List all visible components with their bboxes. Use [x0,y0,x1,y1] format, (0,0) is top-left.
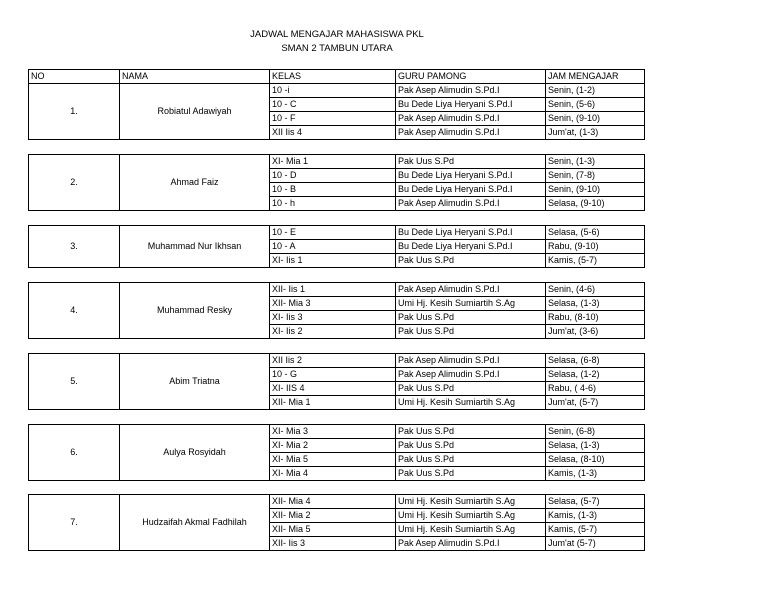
class-cell: 10 - D [270,169,396,183]
table-row [29,283,645,297]
class-cell: XI- Mia 5 [270,453,396,467]
student-name: Ahmad Faiz [120,155,270,211]
student-number: 1. [29,84,120,140]
teacher-cell: Pak Asep Alimudin S.Pd.I [396,283,546,297]
teacher-cell: Bu Dede Liya Heryani S.Pd.I [396,226,546,240]
table-row [29,84,645,98]
teacher-cell: Pak Uus S.Pd [396,425,546,439]
schedule-cell: Selasa, (5-6) [546,226,645,240]
schedule-cell: Kamis, (1-3) [546,509,645,523]
school-name: SMAN 2 TAMBUN UTARA [281,43,393,54]
schedule-cell: Selasa, (1-3) [546,297,645,311]
schedule-table-6 [28,424,645,481]
student-number: 6. [29,425,120,481]
header-guru: GURU PAMONG [396,70,546,84]
student-name: Abim Triatna [120,354,270,410]
schedule-cell: Senin, (4-6) [546,283,645,297]
table-row [29,226,645,240]
class-cell: 10 - E [270,226,396,240]
schedule-cell: Senin, (9-10) [546,183,645,197]
header-nama: NAMA [120,70,270,84]
schedule-cell: Jum'at, (1-3) [546,126,645,140]
class-cell: XI- Iis 2 [270,325,396,339]
schedule-cell: Rabu, ( 4-6) [546,382,645,396]
schedule-cell: Selasa, (9-10) [546,197,645,211]
class-cell: 10 -i [270,84,396,98]
schedule-cell: Kamis, (1-3) [546,467,645,481]
class-cell: 10 - G [270,368,396,382]
schedule-cell: Selasa, (5-7) [546,495,645,509]
schedule-table-4 [28,282,645,339]
teacher-cell: Pak Uus S.Pd [396,467,546,481]
class-cell: XII Iis 4 [270,126,396,140]
class-cell: XII- Mia 2 [270,509,396,523]
schedule-cell: Kamis, (5-7) [546,523,645,537]
schedule-table-3 [28,225,645,268]
document-title: JADWAL MENGAJAR MAHASISWA PKL [250,29,424,40]
teacher-cell: Pak Uus S.Pd [396,382,546,396]
teacher-cell: Pak Uus S.Pd [396,311,546,325]
schedule-cell: Jum'at (5-7) [546,537,645,551]
teacher-cell: Pak Uus S.Pd [396,155,546,169]
schedule-cell: Senin, (1-2) [546,84,645,98]
teacher-cell: Umi Hj. Kesih Sumiartih S.Ag [396,495,546,509]
table-row [29,354,645,368]
schedule-cell: Senin, (6-8) [546,425,645,439]
teacher-cell: Pak Uus S.Pd [396,453,546,467]
class-cell: XI- Iis 1 [270,254,396,268]
schedule-cell: Senin, (9-10) [546,112,645,126]
class-cell: XI- Mia 2 [270,439,396,453]
teacher-cell: Umi Hj. Kesih Sumiartih S.Ag [396,297,546,311]
header-kelas: KELAS [270,70,396,84]
teacher-cell: Pak Asep Alimudin S.Pd.I [396,368,546,382]
schedule-cell: Senin, (1-3) [546,155,645,169]
teacher-cell: Pak Asep Alimudin S.Pd.I [396,112,546,126]
schedule-table-5 [28,353,645,410]
header-no: NO [29,70,120,84]
teacher-cell: Bu Dede Liya Heryani S.Pd.I [396,169,546,183]
schedule-cell: Selasa, (6-8) [546,354,645,368]
table-row [29,155,645,169]
header-jam: JAM MENGAJAR [546,70,645,84]
schedule-cell: Rabu, (8-10) [546,311,645,325]
schedule-cell: Jum'at, (3-6) [546,325,645,339]
student-name: Robiatul Adawiyah [120,84,270,140]
student-number: 4. [29,283,120,339]
class-cell: XI- Mia 4 [270,467,396,481]
class-cell: XI- Mia 1 [270,155,396,169]
schedule-table-7 [28,494,645,551]
schedule-cell: Senin, (7-8) [546,169,645,183]
class-cell: XII- Iis 1 [270,283,396,297]
class-cell: XII- Mia 4 [270,495,396,509]
class-cell: XI- Iis 3 [270,311,396,325]
table-header-row [29,70,645,84]
class-cell: 10 - A [270,240,396,254]
teacher-cell: Bu Dede Liya Heryani S.Pd.I [396,98,546,112]
student-number: 3. [29,226,120,268]
teacher-cell: Umi Hj. Kesih Sumiartih S.Ag [396,523,546,537]
student-name: Muhammad Nur Ikhsan [120,226,270,268]
student-number: 7. [29,495,120,551]
schedule-cell: Jum'at, (5-7) [546,396,645,410]
class-cell: 10 - h [270,197,396,211]
schedule-cell: Kamis, (5-7) [546,254,645,268]
student-name: Hudzaifah Akmal Fadhilah [120,495,270,551]
student-name: Muhammad Resky [120,283,270,339]
schedule-table-1 [28,69,645,140]
class-cell: XI- IIS 4 [270,382,396,396]
schedule-cell: Selasa, (8-10) [546,453,645,467]
class-cell: XII Iis 2 [270,354,396,368]
class-cell: XII- Mia 5 [270,523,396,537]
teacher-cell: Bu Dede Liya Heryani S.Pd.I [396,183,546,197]
schedule-cell: Senin, (5-6) [546,98,645,112]
teacher-cell: Umi Hj. Kesih Sumiartih S.Ag [396,396,546,410]
student-number: 5. [29,354,120,410]
teacher-cell: Pak Uus S.Pd [396,325,546,339]
teacher-cell: Umi Hj. Kesih Sumiartih S.Ag [396,509,546,523]
table-row [29,495,645,509]
schedule-cell: Rabu, (9-10) [546,240,645,254]
class-cell: XI- Mia 3 [270,425,396,439]
class-cell: XII- Mia 1 [270,396,396,410]
teacher-cell: Pak Uus S.Pd [396,254,546,268]
schedule-table-2 [28,154,645,211]
teacher-cell: Pak Asep Alimudin S.Pd.I [396,197,546,211]
table-row [29,425,645,439]
schedule-cell: Selasa, (1-3) [546,439,645,453]
student-number: 2. [29,155,120,211]
teacher-cell: Bu Dede Liya Heryani S.Pd.I [396,240,546,254]
student-name: Aulya Rosyidah [120,425,270,481]
class-cell: 10 - F [270,112,396,126]
schedule-cell: Selasa, (1-2) [546,368,645,382]
teacher-cell: Pak Uus S.Pd [396,439,546,453]
class-cell: XII- Iis 3 [270,537,396,551]
class-cell: 10 - C [270,98,396,112]
teacher-cell: Pak Asep Alimudin S.Pd.I [396,537,546,551]
teacher-cell: Pak Asep Alimudin S.Pd.I [396,354,546,368]
class-cell: XII- Mia 3 [270,297,396,311]
teacher-cell: Pak Asep Alimudin S.Pd.I [396,84,546,98]
class-cell: 10 - B [270,183,396,197]
teacher-cell: Pak Asep Alimudin S.Pd.I [396,126,546,140]
